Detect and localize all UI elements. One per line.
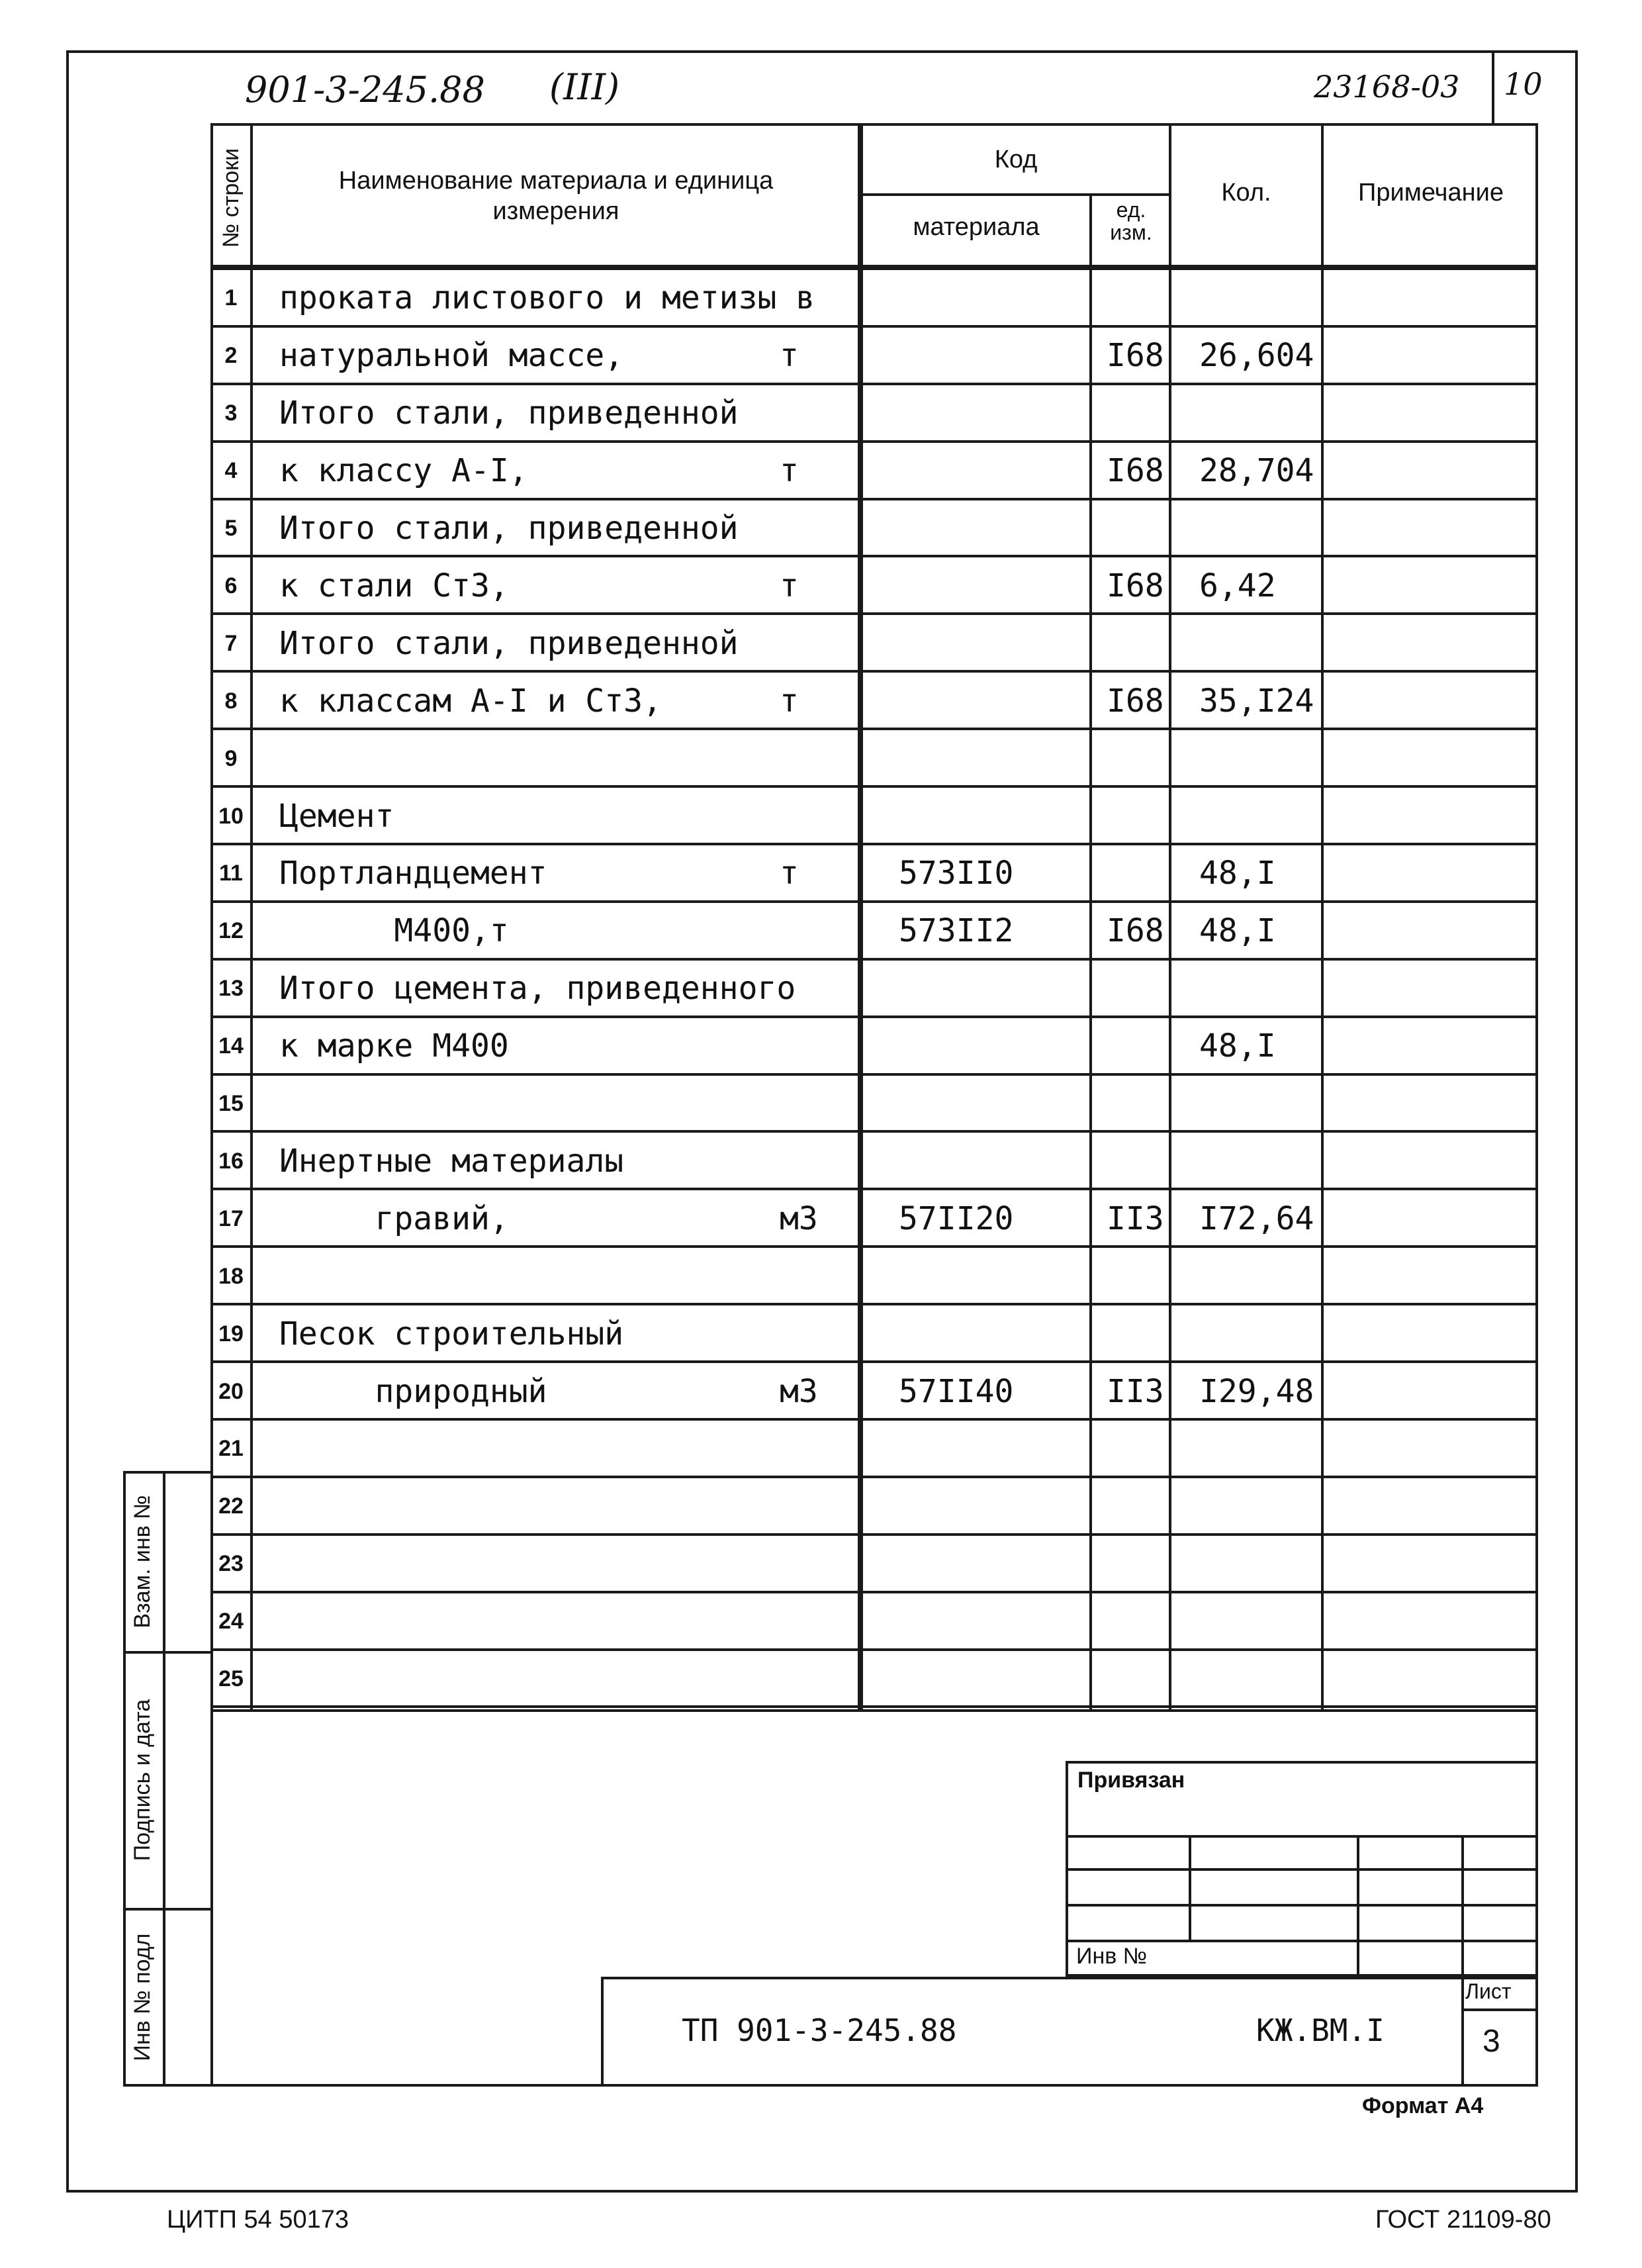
material-unit: м3 — [780, 1200, 818, 1237]
table-row — [210, 1593, 1538, 1651]
table-row — [210, 385, 1538, 443]
row-number: 11 — [219, 861, 243, 886]
table-row — [210, 270, 1538, 328]
page-number-handwritten: 10 — [1504, 66, 1543, 102]
privyazan-label: Привязан — [1077, 1768, 1185, 1793]
material-name: Итого цемента, приведенного — [279, 970, 796, 1008]
row-number: 20 — [218, 1378, 244, 1404]
table-row — [210, 328, 1538, 385]
material-name: Инертные материалы — [279, 1142, 624, 1180]
row-number: 15 — [218, 1091, 244, 1117]
side-vzam-inv: Взам. инв № — [130, 1495, 155, 1629]
table-row — [210, 1076, 1538, 1133]
material-name: М400,т — [279, 912, 509, 950]
table-row — [210, 1018, 1538, 1076]
mark-handwritten: (III) — [549, 66, 620, 108]
row-number: 1 — [224, 285, 238, 311]
album-code-handwritten: 23168-03 — [1314, 69, 1460, 105]
table-row — [210, 788, 1538, 845]
header-code-material: материала — [913, 213, 1040, 241]
quantity: 28,704 — [1199, 452, 1314, 490]
material-unit: т — [780, 567, 799, 604]
quantity: 6,42 — [1199, 567, 1276, 604]
inv-no-label: Инв № — [1076, 1944, 1148, 1969]
table-row — [210, 845, 1538, 903]
header-material-name: Наименование материала и единица измерения — [338, 167, 774, 225]
quantity: I72,64 — [1199, 1200, 1314, 1237]
table-row — [210, 558, 1538, 616]
table-row — [210, 1421, 1538, 1478]
material-unit: т — [780, 855, 799, 892]
title-sheet-code: КЖ.ВМ.I — [1256, 2012, 1385, 2048]
material-code: 573II2 — [899, 912, 1014, 950]
material-name: проката листового и метизы в — [279, 279, 815, 317]
row-number: 25 — [218, 1666, 244, 1692]
quantity: 26,604 — [1199, 337, 1314, 375]
material-name: к классу А-I, — [279, 452, 528, 490]
quantity: 35,I24 — [1199, 682, 1314, 720]
row-number: 6 — [224, 573, 238, 598]
header-bottom-line — [210, 265, 1538, 270]
quantity: 48,I — [1199, 1027, 1276, 1065]
material-name: природный — [279, 1372, 547, 1410]
table-row — [210, 1363, 1538, 1421]
table-row — [210, 1305, 1538, 1363]
row-number: 10 — [218, 803, 244, 829]
footer-left-code: ЦИТП 54 50173 — [167, 2206, 349, 2234]
quantity: I29,48 — [1199, 1372, 1314, 1410]
header-code-unit: ед. изм. — [1110, 198, 1152, 244]
row-number: 9 — [224, 745, 238, 771]
material-name: Итого стали, приведенной — [279, 510, 739, 547]
material-code: 57II40 — [899, 1372, 1014, 1410]
sheet-label: Лист — [1465, 1979, 1512, 2003]
side-signature-date: Подпись и дата — [130, 1699, 155, 1862]
material-name: к стали Ст3, — [279, 567, 509, 604]
row-number: 23 — [218, 1551, 244, 1577]
row-number: 4 — [224, 458, 238, 484]
row-number: 22 — [218, 1493, 244, 1519]
unit-code: I68 — [1107, 912, 1164, 950]
title-doc-number: ТП 901-3-245.88 — [682, 2012, 957, 2048]
table-row — [210, 1190, 1538, 1248]
side-inv-podl: Инв № подл — [130, 1933, 155, 2061]
row-number: 8 — [224, 688, 238, 714]
unit-code: II3 — [1107, 1200, 1164, 1237]
footer-gost: ГОСТ 21109-80 — [1375, 2206, 1551, 2234]
row-number: 3 — [224, 401, 238, 426]
table-row — [210, 1478, 1538, 1536]
table-row — [210, 1133, 1538, 1191]
material-name: к марке М400 — [279, 1027, 509, 1065]
material-name: Итого стали, приведенной — [279, 624, 739, 662]
row-number: 7 — [224, 630, 238, 656]
row-number: 5 — [224, 516, 238, 542]
material-code: 573II0 — [899, 855, 1014, 892]
row-number: 24 — [218, 1609, 244, 1634]
row-number: 19 — [218, 1321, 244, 1347]
row-number: 21 — [218, 1436, 244, 1462]
unit-code: I68 — [1107, 452, 1164, 490]
table-row — [210, 443, 1538, 500]
unit-code: I68 — [1107, 567, 1164, 604]
material-name: Цемент — [279, 797, 394, 835]
material-unit: т — [780, 337, 799, 375]
unit-code: I68 — [1107, 682, 1164, 720]
header-code: Код — [994, 146, 1038, 173]
row-number: 2 — [224, 343, 238, 369]
row-number: 12 — [218, 918, 244, 944]
table-row — [210, 673, 1538, 730]
table-row — [210, 903, 1538, 961]
row-number: 17 — [218, 1205, 244, 1231]
quantity: 48,I — [1199, 855, 1276, 892]
table-row — [210, 1248, 1538, 1305]
material-name: гравий, — [279, 1200, 509, 1237]
unit-code: I68 — [1107, 337, 1164, 375]
sheet-number: 3 — [1482, 2024, 1500, 2059]
table-row — [210, 1651, 1538, 1709]
table-row — [210, 615, 1538, 673]
row-number: 16 — [218, 1148, 244, 1174]
table-row — [210, 1536, 1538, 1593]
doc-number-handwritten: 901-3-245.88 — [245, 69, 485, 111]
row-number: 18 — [218, 1263, 244, 1289]
material-name: Песок строительный — [279, 1315, 624, 1352]
row-number: 14 — [218, 1033, 244, 1059]
header-note: Примечание — [1358, 179, 1504, 207]
material-unit: м3 — [780, 1372, 818, 1410]
table-row — [210, 961, 1538, 1018]
table-row — [210, 500, 1538, 558]
header-row-number: № строки — [218, 148, 244, 248]
table-row — [210, 730, 1538, 788]
unit-code: II3 — [1107, 1372, 1164, 1410]
row-number: 13 — [218, 976, 244, 1002]
page-number-divider — [1492, 50, 1494, 123]
material-name: натуральной массе, — [279, 337, 624, 375]
material-unit: т — [780, 452, 799, 490]
material-name: Портландцемент — [279, 855, 547, 892]
material-code: 57II20 — [899, 1200, 1014, 1237]
material-name: Итого стали, приведенной — [279, 395, 739, 432]
quantity: 48,I — [1199, 912, 1276, 950]
material-unit: т — [780, 682, 799, 720]
format-label: Формат А4 — [1362, 2093, 1484, 2118]
header-quantity: Кол. — [1221, 179, 1271, 207]
material-name: к классам А-I и Ст3, — [279, 682, 662, 720]
